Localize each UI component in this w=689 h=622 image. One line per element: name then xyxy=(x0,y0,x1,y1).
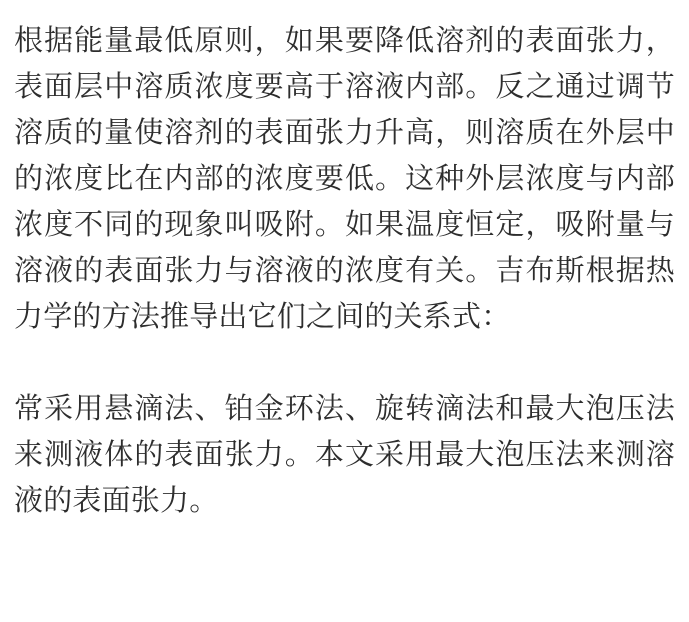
paragraph-1: 根据能量最低原则，如果要降低溶剂的表面张力，表面层中溶质浓度要高于溶液内部。反之通过调节溶质的量使溶剂的表面张力升高，则溶质在外层中的浓度比在内部的浓度要低。这种外层浓度与内部浓度不同的现象叫吸附。如果温度恒定，吸附量与溶液的表面张力与溶液的浓度有关。吉布斯根据热力学的方法推导出它们之间的关系式： xyxy=(14,25,675,333)
paragraph-2: 常采用悬滴法、铂金环法、旋转滴法和最大泡压法来测液体的表面张力。本文采用最大泡压法来测溶液的表面张力。 xyxy=(14,393,675,517)
